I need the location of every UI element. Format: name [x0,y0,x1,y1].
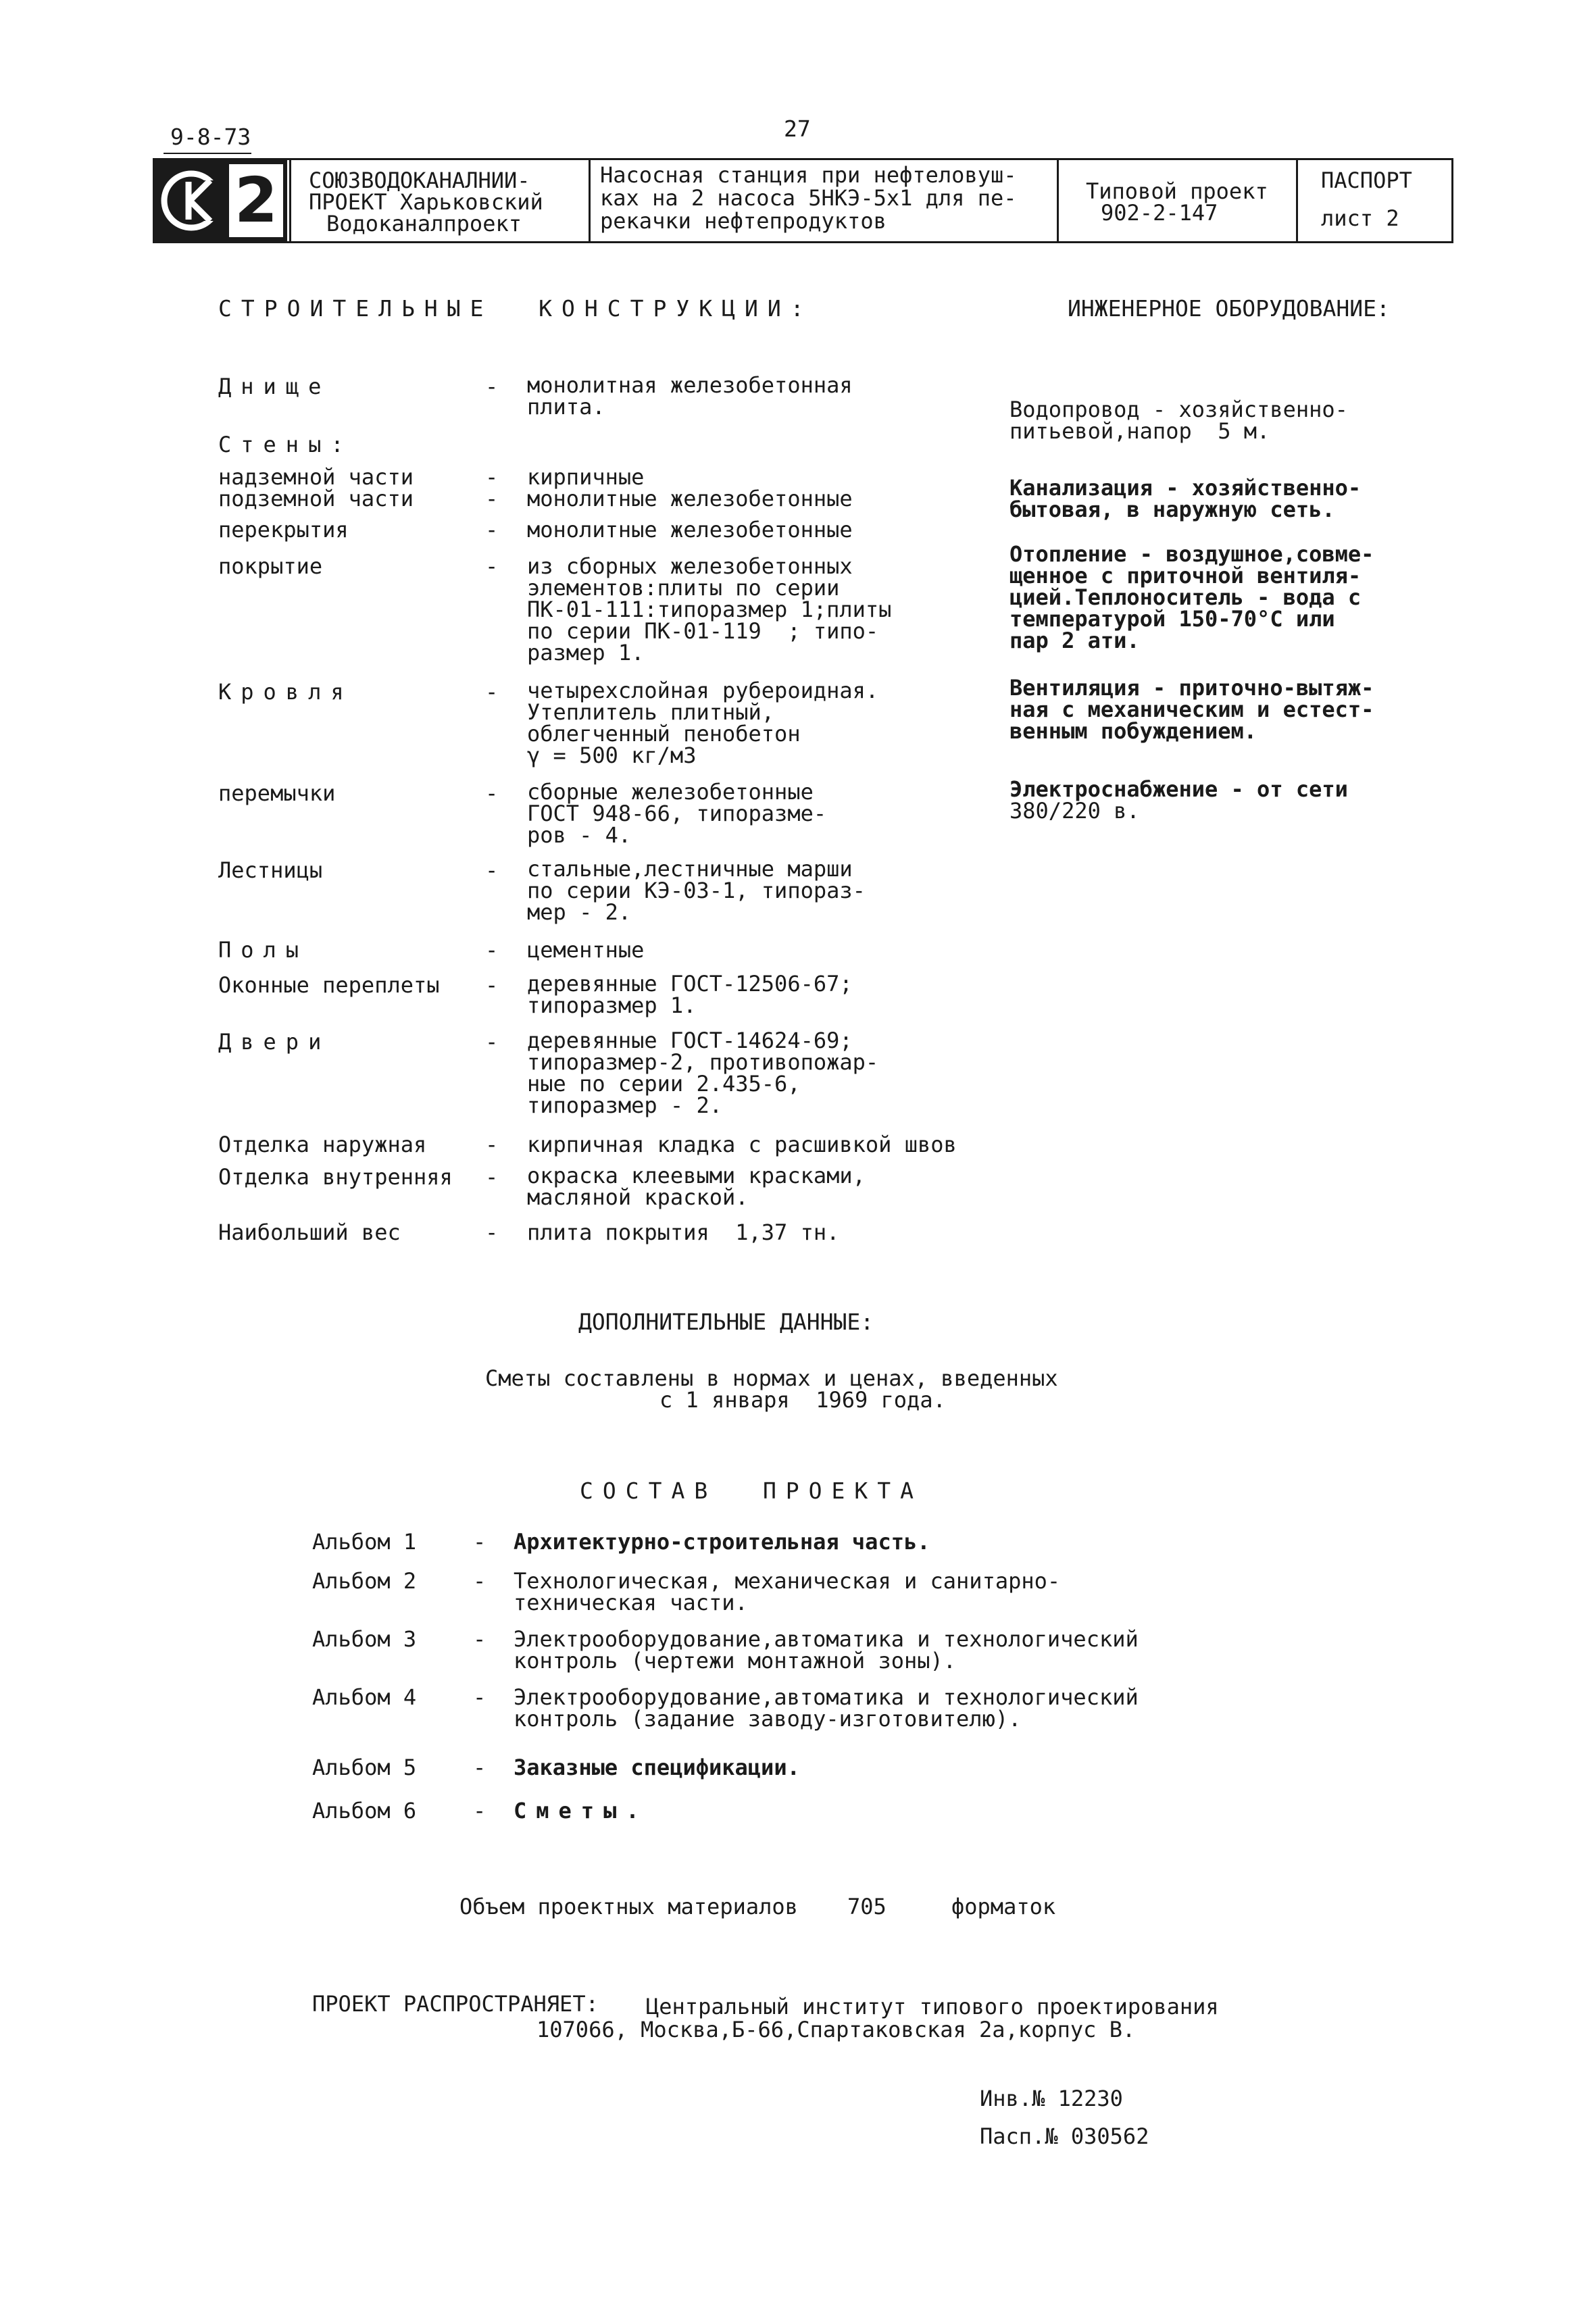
org-line-3: Водоканалпроект [326,211,522,236]
album-dash: - [473,1798,487,1823]
row-label-floors: Полы [218,937,309,963]
album-label: Альбом 4 [312,1684,417,1710]
page-number: 27 [784,116,811,142]
row-value: элементов:плиты по серии [527,575,840,601]
logo-cell [155,160,291,241]
album-value: Технологическая, механическая и санитарно- [514,1568,1061,1594]
engineering-line: Отопление - воздушное,совме- [1009,541,1374,567]
row-label: Отделка внутренняя [218,1164,453,1190]
album-dash: - [473,1755,487,1780]
engineering-line: Канализация - хозяйственно- [1009,475,1362,501]
album-dash: - [473,1626,487,1652]
row-dash: - [485,553,499,579]
row-value: монолитные железобетонные [527,486,853,511]
row-dash: - [485,857,499,883]
object-title-line-3: рекачки нефтепродуктов [600,208,887,234]
row-dash: - [485,486,499,511]
row-label-roofing: Кровля [218,679,353,705]
engineering-line: Электроснабжение - от сети [1009,776,1348,802]
row-value: Утеплитель плитный, [527,699,775,725]
passport-number: Пасп.№ 030562 [980,2123,1149,2149]
album-dash: - [473,1529,487,1555]
engineering-line: щенное с приточной вентиля- [1009,563,1362,588]
row-value: окраска клеевыми красками, [527,1163,866,1188]
album-label: Альбом 1 [312,1529,417,1555]
album-value: Архитектурно-строительная часть. [514,1529,930,1555]
row-value: типоразмер - 2. [527,1092,722,1118]
sk-logo-icon [155,160,287,241]
engineering-line: пар 2 ати. [1009,628,1140,653]
sheet-badge: 2 [229,164,283,237]
row-value: типоразмер-2, противопожар- [527,1049,879,1075]
row-label: надземной части [218,464,414,490]
volume-count: 705 [847,1894,887,1919]
row-label: Оконные переплеты [218,972,440,998]
engineering-line: температурой 150-70°С или [1009,606,1335,632]
row-value: цементные [527,937,645,963]
album-label: Альбом 2 [312,1568,417,1594]
album-value: Заказные спецификации. [514,1755,800,1780]
row-value: γ = 500 кг/м3 [527,743,697,768]
volume-label: Объем проектных материалов [459,1894,798,1919]
album-value: контроль (задание заводу-изготовителю). [514,1706,1022,1732]
document-code: 9-8-73 [170,124,251,150]
composition-heading: СОСТАВ ПРОЕКТА [580,1478,924,1504]
row-dash: - [485,780,499,806]
row-dash: - [485,464,499,490]
additional-line-2: с 1 января 1969 года. [659,1387,946,1413]
construction-heading: СТРОИТЕЛЬНЫЕ КОНСТРУКЦИИ: [218,295,814,322]
engineering-line: Водопровод - хозяйственно- [1009,397,1348,422]
volume-unit: форматок [951,1894,1056,1919]
album-value: Электрооборудование,автоматика и технологический [514,1626,1139,1652]
org-line-1: СОЮЗВОДОКАНАЛНИИ- [309,168,530,193]
album-label: Альбом 6 [312,1798,417,1823]
title-stamp [153,158,1453,243]
distribution-line-1: Центральный институт типового проектирования [646,1994,1219,2019]
row-dash: - [485,1132,499,1157]
row-value: по серии ПК-01-119 ; типо- [527,618,879,644]
project-number: 902-2-147 [1101,200,1218,226]
row-dash: - [485,937,499,963]
additional-line-1: Сметы составлены в нормах и ценах, введенных [485,1365,1058,1391]
row-value: стальные,лестничные марши [527,856,853,882]
row-value: кирпичная кладка с расшивкой швов [527,1132,957,1157]
document-type: ПАСПОРТ [1321,168,1412,193]
row-value: монолитные железобетонные [527,517,853,543]
row-value: четырехслойная рубероидная. [527,678,879,703]
row-label: подземной части [218,486,414,511]
row-label: перекрытия [218,517,349,543]
row-value: плита покрытия 1,37 тн. [527,1219,840,1245]
engineering-line: 380/220 в. [1009,798,1140,824]
engineering-heading: ИНЖЕНЕРНОЕ ОБОРУДОВАНИЕ: [1068,295,1390,322]
row-dash: - [485,1219,499,1245]
row-label: Наибольший вес [218,1219,401,1245]
row-value: монолитная железобетонная [527,372,853,398]
album-dash: - [473,1568,487,1594]
row-label: Лестницы [218,857,323,883]
distribution-label: ПРОЕКТ РАСПРОСТРАНЯЕТ: [312,1991,599,2017]
row-value: деревянные ГОСТ-12506-67; [527,971,853,997]
album-value: техническая части. [514,1590,748,1615]
album-value: контроль (чертежи монтажной зоны). [514,1648,957,1674]
document-sheet: лист 2 [1321,205,1399,231]
engineering-line: Вентиляция - приточно-вытяж- [1009,675,1374,701]
row-value: ГОСТ 948-66, типоразме- [527,801,827,826]
object-title-line-1: Насосная станция при нефтеловуш- [600,162,1017,188]
engineering-line: питьевой,напор 5 м. [1009,418,1270,444]
album-label: Альбом 5 [312,1755,417,1780]
engineering-line: венным побуждением. [1009,718,1257,744]
row-value: плита. [527,394,605,420]
sk-monogram-icon [155,160,230,241]
engineering-line: цией.Теплоноситель - вода с [1009,584,1362,610]
album-value: Сметы. [514,1798,649,1823]
document-cell [1298,160,1451,241]
row-value: типоразмер 1. [527,992,697,1018]
row-value: ные по серии 2.435-6, [527,1071,801,1097]
row-dash: - [485,1029,499,1055]
row-value: масляной краской. [527,1184,749,1210]
additional-heading: ДОПОЛНИТЕЛЬНЫЕ ДАННЫЕ: [578,1309,874,1335]
row-value: по серии КЭ-03-1, типораз- [527,878,866,903]
row-label: покрытие [218,553,323,579]
row-value: кирпичные [527,464,645,490]
object-title-cell [591,160,1059,241]
org-cell [291,160,591,241]
row-dash: - [485,517,499,543]
row-dash: - [485,679,499,705]
row-value: ров - 4. [527,822,632,848]
row-dash: - [485,1164,499,1190]
object-title-line-2: ках на 2 насоса 5НКЭ-5х1 для пе- [600,185,1017,211]
row-value: ПК-01-111:типоразмер 1;плиты [527,597,892,622]
project-type: Типовой проект [1086,178,1268,204]
row-label-bottom: Днище [218,374,331,399]
row-dash: - [485,972,499,998]
row-value: деревянные ГОСТ-14624-69; [527,1028,853,1053]
row-value: мер - 2. [527,899,632,925]
engineering-line: бытовая, в наружную сеть. [1009,497,1335,522]
album-label: Альбом 3 [312,1626,417,1652]
project-cell [1059,160,1298,241]
distribution-line-2: 107066, Москва,Б-66,Спартаковская 2а,корпус В. [537,2017,1136,2042]
album-value: Электрооборудование,автоматика и технологический [514,1684,1139,1710]
engineering-line: ная с механическим и естест- [1009,697,1374,722]
row-dash: - [485,374,499,399]
row-label: Отделка наружная [218,1132,427,1157]
album-dash: - [473,1684,487,1710]
row-label: перемычки [218,780,336,806]
code-underline [164,153,251,154]
row-value: облегченный пенобетон [527,721,801,747]
org-line-2: ПРОЕКТ Харьковский [309,189,543,215]
inventory-number: Инв.№ 12230 [980,2086,1123,2111]
row-value: размер 1. [527,640,645,665]
row-value: из сборных железобетонных [527,553,853,579]
row-label-doors: Двери [218,1029,331,1055]
row-label-walls: Стены: [218,432,353,457]
row-value: сборные железобетонные [527,779,814,805]
